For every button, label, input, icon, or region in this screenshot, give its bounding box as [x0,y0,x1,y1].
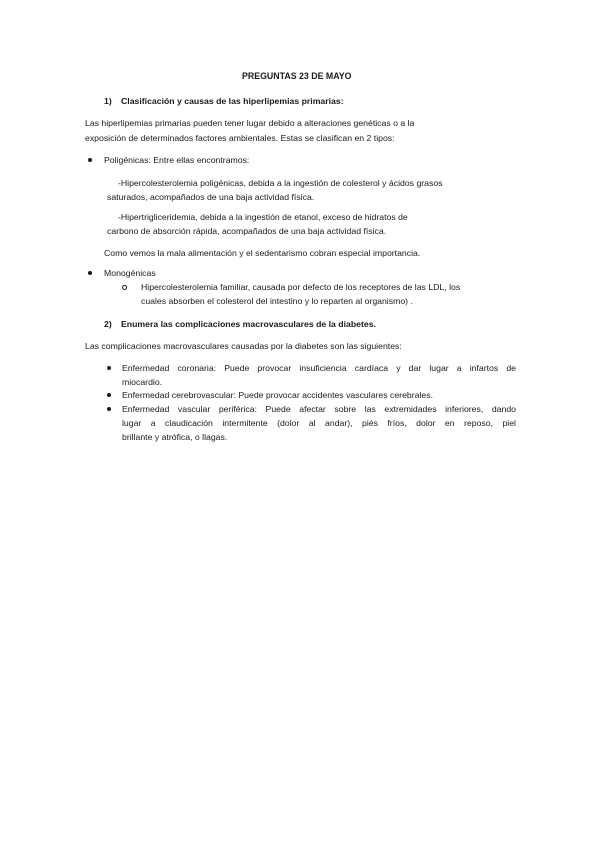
complicacion-3-line1: Enfermedad vascular periférica: Puede afectar sobre las extremidades inferiores, dando [122,404,516,414]
poligenicas-item2-line2: carbono de absorción rápida, acompañados de una baja actividad física. [107,226,387,236]
bullet-icon [107,407,111,411]
bullet-icon [88,158,92,162]
intro-line-2: exposición de determinados factores ambientales. Estas se clasifican en 2 tipos: [85,133,395,143]
complicacion-3-line3: brillante y atrófica, o llagas. [122,432,228,442]
complicacion-3-line2: lugar a claudicación intermitente (dolor al andar), piés fríos, dolor en reposo, piel [122,418,516,428]
complicacion-1-line1: Enfermedad coronaria: Puede provocar insuficiencia cardíaca y dar lugar a infartos de [122,363,516,373]
q2-intro: Las complicaciones macrovasculares causadas por la diabetes son las siguientes: [85,341,402,351]
monogenicas-sub-line2: cuales absorben el colesterol del intestino y lo reparten al organismo) . [141,296,413,306]
intro-line-1: Las hiperlipemias primarias pueden tener lugar debido a alteraciones genéticas o a la [85,118,415,128]
question-1-number: 1) [104,96,112,106]
poligenicas-note: Como vemos la mala alimentación y el sedentarismo cobran especial importancia. [104,248,421,258]
question-2-heading: Enumera las complicaciones macrovasculares de la diabetes. [121,319,376,329]
complicacion-1-line2: miocardio. [122,377,163,387]
poligenicas-item2-line1: -Hipertrigliceridemia, debida a la ingestión de etanol, exceso de hidratos de [118,212,408,222]
question-2-number: 2) [104,319,112,329]
poligenicas-item1-line1: -Hipercolesterolemia poligénicas, debida a la ingestión de colesterol y ácidos grasos [118,178,443,188]
sub-bullet-icon [122,285,127,290]
complicacion-2-line1: Enfermedad cerebrovascular: Puede provocar accidentes vasculares cerebrales. [122,390,433,400]
monogenicas-sub-line1: Hipercolesterolemia familiar, causada por defecto de los receptores de las LDL, los [141,282,461,292]
monogenicas-label: Monogénicas [104,268,156,278]
question-1-heading: Clasificación y causas de las hiperlipemias primarias: [121,96,344,106]
poligenicas-label: Poligénicas: Entre ellas encontramos: [104,155,250,165]
poligenicas-item1-line2: saturados, acompañados de una baja actividad física. [107,192,315,202]
bullet-icon [88,271,92,275]
bullet-icon [107,366,111,370]
page-title: PREGUNTAS 23 DE MAYO [242,71,352,81]
bullet-icon [107,393,111,397]
